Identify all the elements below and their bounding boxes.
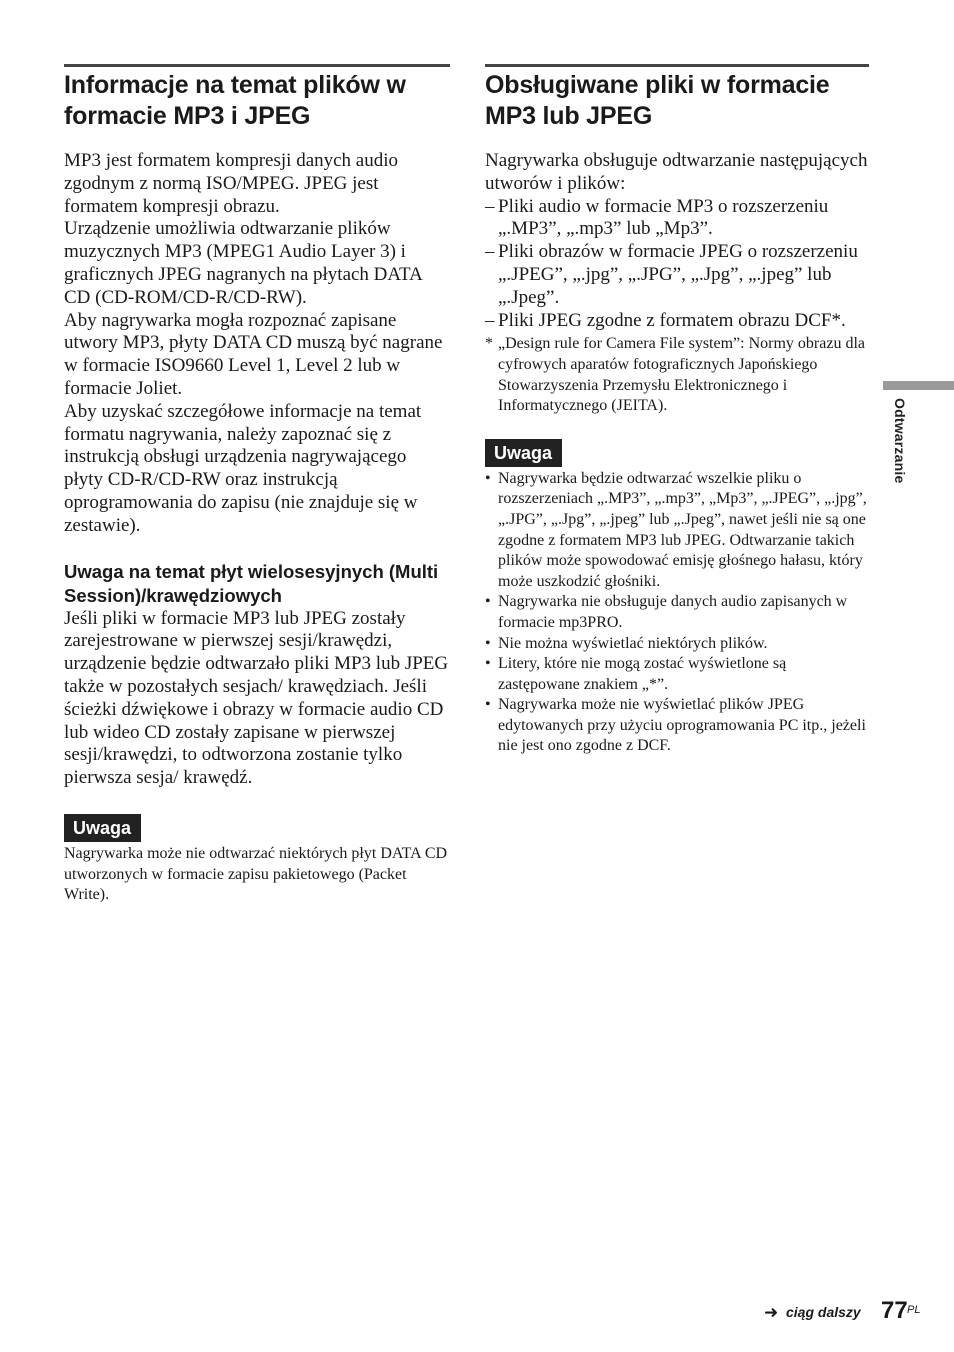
arrow-right-icon: ➜ (764, 1303, 779, 1322)
footnote-text: „Design rule for Camera File system”: Normy obrazu dla cyfrowych aparatów fotograficznych Japońskiego Stowarzyszenia Przemysłu Elektronicznego i Informatycznego (JEITA). (498, 335, 865, 415)
list-item (485, 654, 869, 695)
left-paragraph-4: Aby uzyskać szczegółowe informacje na temat formatu nagrywania, należy zapoznać się z instrukcją obsługi urządzenia nagrywającego płyty CD-R/CD-RW oraz instrukcją oprogramowania do zapisu (nie znajduje się w zestawie). (64, 400, 422, 536)
bullet-mark: • (485, 593, 491, 611)
bullet-mark: • (485, 696, 491, 714)
list-item-text: Nie można wyświetlać niektórych plików. (498, 634, 768, 652)
left-column (64, 64, 450, 906)
page-footer (760, 1297, 940, 1329)
list-item-text: Nagrywarka może nie wyświetlać plików JPEG edytowanych przy użyciu oprogramowania PC itp., jeżeli nie jest ono zgodne z DCF. (498, 696, 866, 755)
language-code: PL (907, 1304, 921, 1316)
dash-mark: – (485, 309, 495, 331)
list-item (485, 695, 869, 757)
list-item (485, 469, 869, 593)
left-paragraph-1: MP3 jest formatem kompresji danych audio zgodnym z normą ISO/MPEG. JPEG jest formatem kompresji obrazu. (64, 150, 399, 217)
multisession-paragraph: Jeśli pliki w formacie MP3 lub JPEG zostały zarejestrowane w pierwszej sesji/krawędzi, urządzenie będzie odtwarzało pliki MP3 lub JPEG także w pozostałych sesjach/ krawędziach. Jeśli ścieżki dźwiękowe i obrazy w formacie audio CD lub wideo CD zostały zapisane w pierwszej sesji/krawędzi, to odtworzona zostanie tylko pierwsza sesja/ krawędź. (64, 607, 449, 789)
section-rule (485, 64, 869, 67)
list-item-text: Litery, które nie mogą zostać wyświetlone są zastępowane znakiem „*”. (498, 655, 787, 693)
right-column (485, 64, 869, 757)
bullet-mark: • (485, 469, 491, 487)
list-item-text: Pliki obrazów w formacie JPEG o rozszerzeniu „.JPEG”, „.jpg”, „.JPG”, „.Jpg”, „.jpeg” lub „.Jpeg”. (498, 241, 858, 308)
side-tab-marker (883, 381, 954, 390)
dash-mark: – (485, 195, 495, 217)
note-text-left: Nagrywarka może nie odtwarzać niektórych płyt DATA CD utworzonych w formacie zapisu pakietowego (Packet Write). (64, 844, 448, 904)
notes-list (485, 469, 869, 757)
page-number: 77 (881, 1297, 908, 1324)
right-intro: Nagrywarka obsługuje odtwarzanie następujących utworów i plików: (485, 150, 868, 194)
right-section-title: Obsługiwane pliki w formacie MP3 lub JPEG (485, 71, 830, 130)
note-label-left: Uwaga (64, 814, 141, 842)
list-item (485, 634, 869, 655)
section-rule (64, 64, 450, 67)
footnote (485, 334, 869, 416)
side-tab-label: Odtwarzanie (892, 398, 908, 484)
continued-label: ciąg dalszy (786, 1304, 861, 1320)
list-item-text: Pliki audio w formacie MP3 o rozszerzeniu „.MP3”, „.mp3” lub „Mp3”. (498, 195, 829, 240)
dash-mark: – (485, 241, 495, 263)
left-paragraph-3: Aby nagrywarka mogła rozpoznać zapisane utwory MP3, płyty DATA CD muszą być nagrane w formacie ISO9660 Level 1, Level 2 lub w formacie Joliet. (64, 309, 443, 399)
bullet-mark: • (485, 634, 491, 652)
list-item (485, 241, 869, 309)
bullet-mark: • (485, 655, 491, 673)
list-item-text: Nagrywarka nie obsługuje danych audio zapisanych w formacie mp3PRO. (498, 593, 848, 631)
supported-files-list (485, 196, 869, 333)
list-item (485, 310, 869, 333)
asterisk-mark: * (485, 335, 493, 353)
list-item-text: Pliki JPEG zgodne z formatem obrazu DCF*. (498, 309, 846, 331)
list-item (485, 592, 869, 633)
left-section-title: Informacje na temat plików w formacie MP3 i JPEG (64, 71, 406, 130)
list-item (485, 196, 869, 242)
multisession-subheading: Uwaga na temat płyt wielosesyjnych (Multi Session)/krawędziowych (64, 560, 439, 606)
note-label-right: Uwaga (485, 439, 562, 467)
left-paragraph-2: Urządzenie umożliwia odtwarzanie plików muzycznych MP3 (MPEG1 Audio Layer 3) i graficznych JPEG nagranych na płytach DATA CD (CD-ROM/CD-R/CD-RW). (64, 218, 422, 308)
list-item-text: Nagrywarka będzie odtwarzać wszelkie pliku o rozszerzeniach „.MP3”, „.mp3”, „Mp3”, „.JPEG”, „.jpg”, „.JPG”, „.Jpg”, „.jpeg” lub „.Jpeg”, nawet jeśli nie są one zgodne z formatem MP3 lub JPEG. Odtwarzanie takich plików może spowodować emisję głośnego hałasu, który może uszkodzić głośniki. (498, 469, 867, 590)
